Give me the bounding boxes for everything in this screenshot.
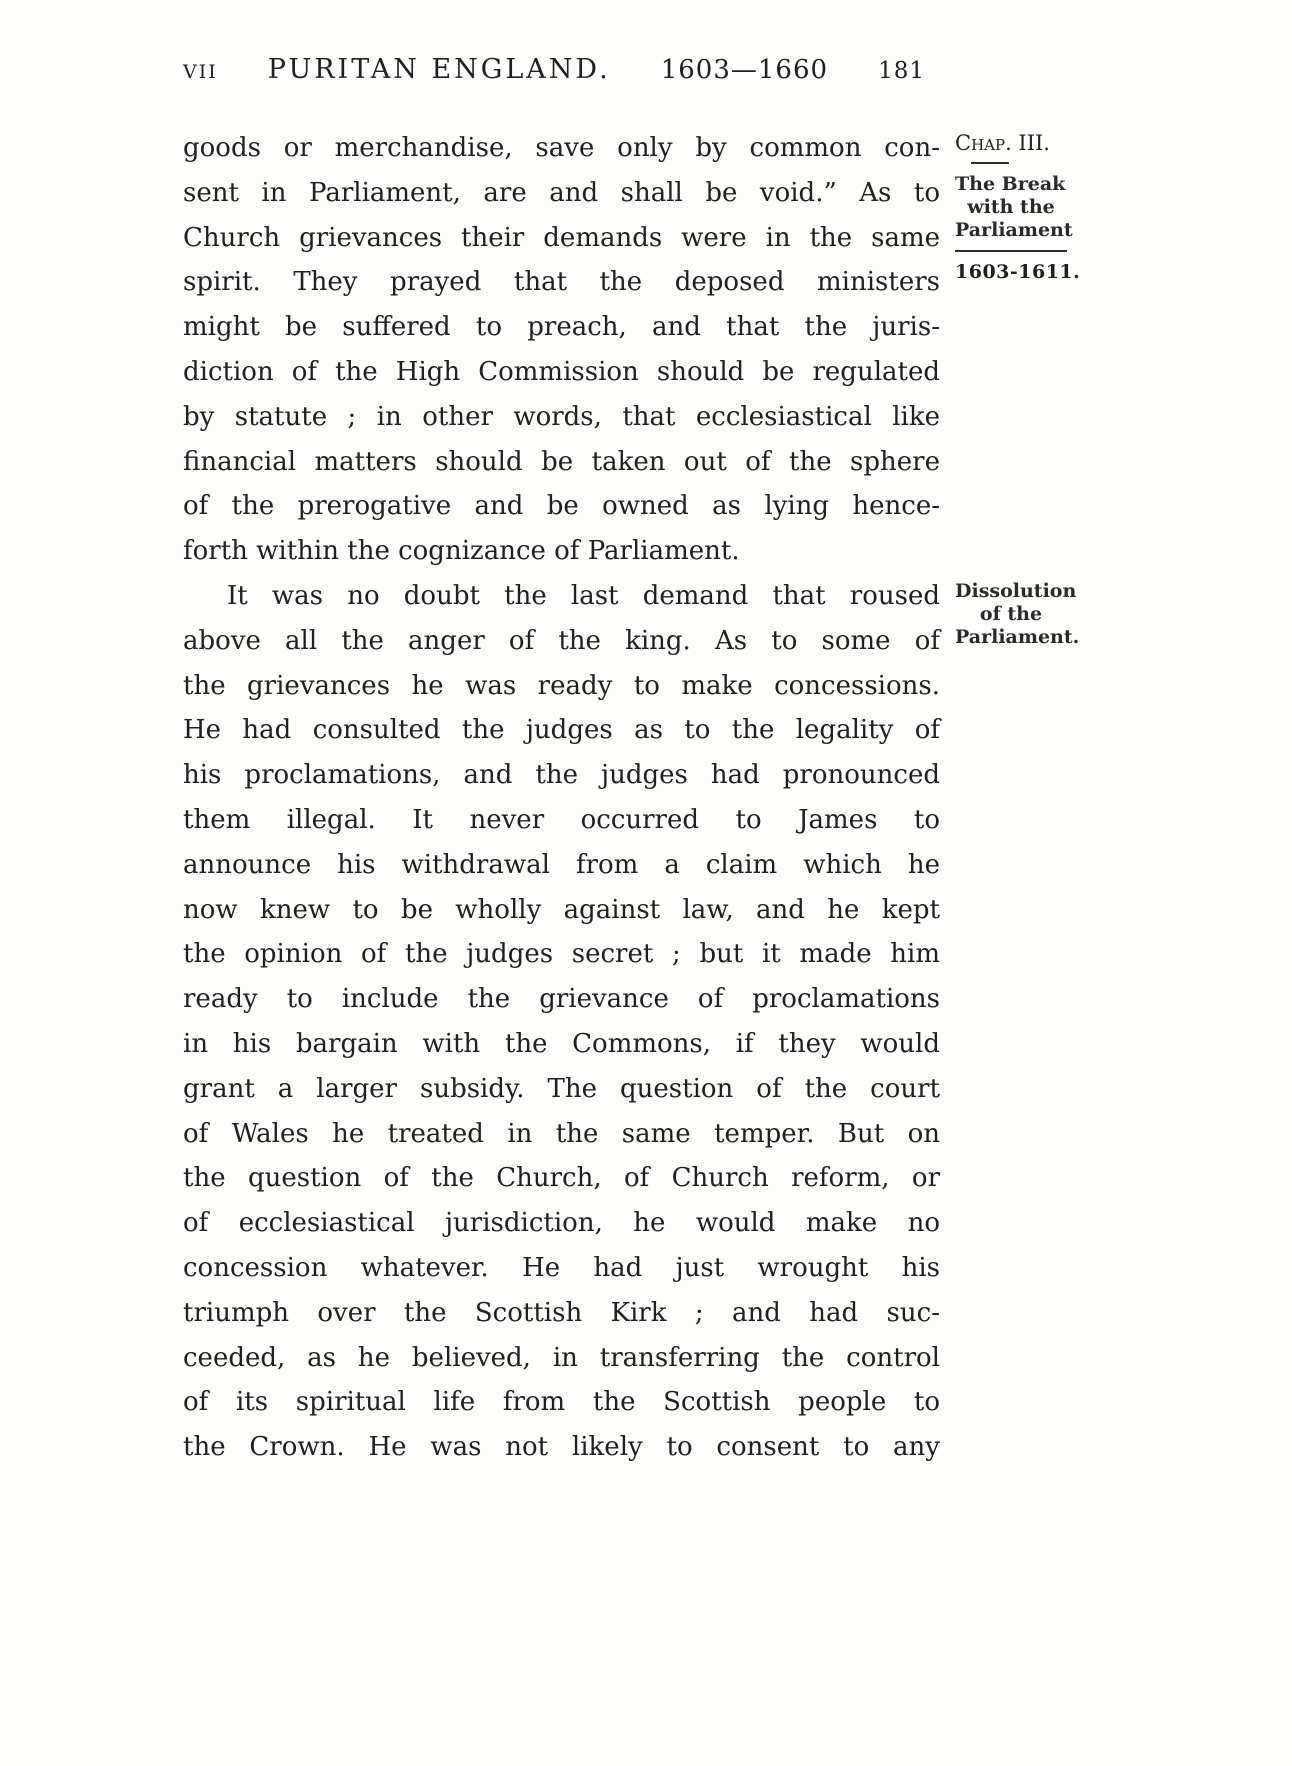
text-line: He had consulted the judges as to the legality of xyxy=(183,715,940,746)
text-line: spirit. They prayed that the deposed ministers xyxy=(183,267,940,298)
margin-note-line: Parliament xyxy=(955,219,1073,241)
text-line: goods or merchandise, save only by common con- xyxy=(183,133,940,163)
chapter-numeral: VII xyxy=(183,61,218,83)
text-line: now knew to be wholly against law, and he kept xyxy=(183,894,940,925)
margin-note-line: of the xyxy=(979,603,1043,625)
page-number: 181 xyxy=(878,58,925,84)
text-line: concession whatever. He had just wrought his xyxy=(183,1252,940,1283)
text-line: triumph over the Scottish Kirk ; and had suc- xyxy=(183,1297,940,1328)
text-line: of Wales he treated in the same temper. But on xyxy=(183,1118,940,1149)
margin-note-break-with-parliament xyxy=(955,130,1093,284)
text-line: of ecclesiastical jurisdiction, he would make no xyxy=(183,1208,940,1239)
margin-note-dissolution-of-parliament xyxy=(955,580,1093,649)
margin-note-line: Dissolution xyxy=(955,580,1077,602)
margin-note-line: The Break xyxy=(955,173,1066,195)
text-line: of its spiritual life from the Scottish people to xyxy=(183,1387,940,1418)
text-line: might be suffered to preach, and that the juris- xyxy=(183,312,940,343)
text-line: ready to include the grievance of proclamations xyxy=(183,984,940,1015)
text-line: the opinion of the judges secret ; but it made him xyxy=(183,939,940,970)
margin-note-line: with the xyxy=(967,196,1055,218)
text-line: announce his withdrawal from a claim which he xyxy=(183,849,940,880)
text-line: sent in Parliament, are and shall be void.” As to xyxy=(183,177,940,208)
running-dates: 1603—1660 xyxy=(660,55,829,85)
text-line: grant a larger subsidy. The question of the court xyxy=(183,1073,940,1104)
text-line: It was no doubt the last demand that roused xyxy=(227,580,940,611)
margin-chapter-label: Chap. III. xyxy=(955,131,1050,155)
text-line: them illegal. It never occurred to James to xyxy=(183,804,940,835)
text-line: the Crown. He was not likely to consent to any xyxy=(183,1432,940,1463)
text-line: in his bargain with the Commons, if they would xyxy=(183,1028,940,1059)
text-line: financial matters should be taken out of the sphere xyxy=(183,446,940,477)
paragraph xyxy=(183,574,940,1470)
text-line: the grievances he was ready to make concessions. xyxy=(183,670,940,701)
text-line: ceeded, as he believed, in transferring the control xyxy=(183,1342,940,1373)
text-line: Church grievances their demands were in the same xyxy=(183,222,940,253)
paragraph xyxy=(183,126,940,574)
running-header xyxy=(183,54,925,85)
sidenote-rule xyxy=(971,162,1009,164)
text-line: by statute ; in other words, that ecclesiastical like xyxy=(183,401,940,432)
text-line: diction of the High Commission should be regulated xyxy=(183,356,940,387)
text-line: forth within the cognizance of Parliament. xyxy=(183,536,740,567)
text-line: the question of the Church, of Church reform, or xyxy=(183,1163,940,1194)
text-line: of the prerogative and be owned as lying hence- xyxy=(183,491,940,522)
sidenote-rule xyxy=(955,250,1067,252)
body-text xyxy=(183,126,940,1470)
text-line: his proclamations, and the judges had pronounced xyxy=(183,760,940,791)
margin-note-date: 1603-1611. xyxy=(955,261,1081,283)
text-line: above all the anger of the king. As to some of xyxy=(183,625,940,656)
margin-note-line: Parliament. xyxy=(955,626,1080,648)
running-title: PURITAN ENGLAND. xyxy=(267,54,611,85)
